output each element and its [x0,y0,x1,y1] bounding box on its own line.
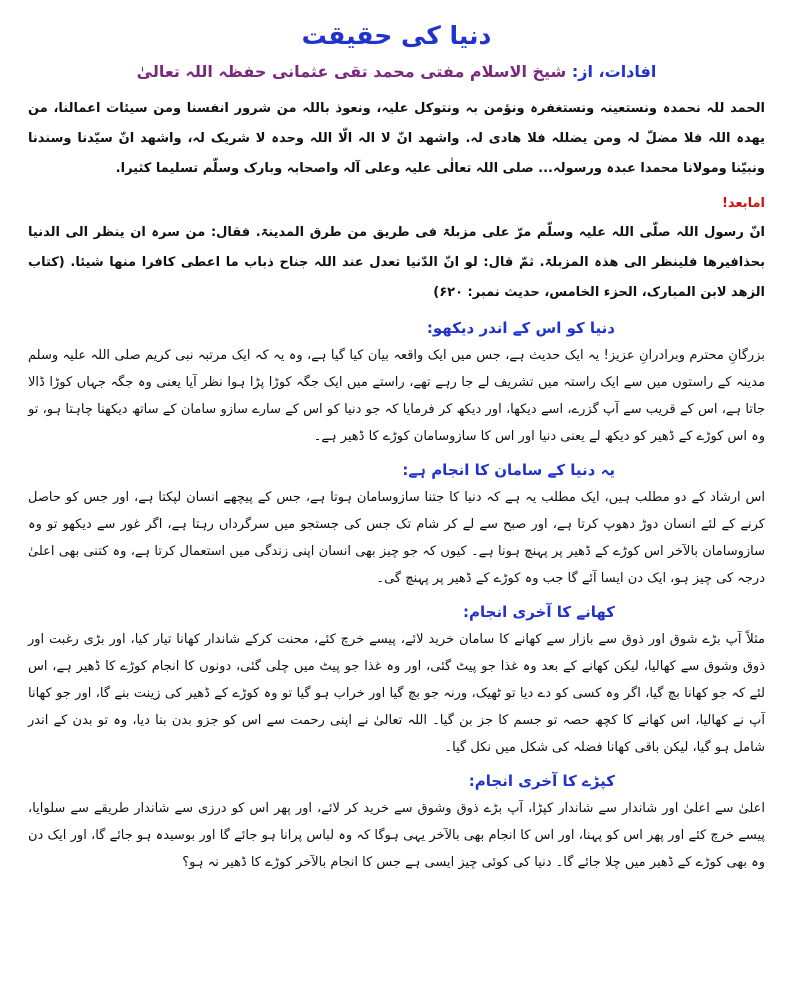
section-heading-1: دنیا کو اس کے اندر دیکھو: [426,319,615,337]
opening-khutbah: الحمد للہ نحمدہ ونستعینہ ونستغفرہ ونؤمن بہ ونتوکل علیہ، ونعوذ باللہ من شرور انفسنا ومن سیئات اعمالنا، من یھدہ اللہ فلا مضلّ لہ ومن یضللہ فلا ھادی لہ. واشھد انّ لا الہ الّا اللہ وحدہ لا شریک لہ، واشھد انّ سیّدنا وسندنا ونبیّنا ومولانا محمدا عبدہ ورسولہ... صلی اللہ تعالٰی علیہ وعلی آلہ واصحابہ وبارک وسلّم تسلیما کثیرا. [28,101,765,176]
section-text-4: اعلیٰ سے اعلیٰ اور شاندار سے شاندار کپڑا، آپ بڑے ذوق وشوق سے خرید کر لائے، اور پھر اس کو درزی سے شاندار طریقے سے سلوایا، پیسے خرچ کئے اور پھر اس کو پہنا، اور اس کا انجام بھی بالآخر یہی ہوگا کہ وہ لباس پرانا ہو جائے گا اور بوسیدہ ہو جائے گا، اور ایک دن وہ بھی کوڑے کے ڈھیر میں چلا جائے گا۔ دنیا کی کوئی چیز ایسی ہے جس کا انجام بالآخر کوڑے کا ڈھیر نہ ہو؟ [28,801,765,870]
section-heading-3: کھانے کا آخری انجام: [463,603,615,621]
byline-label: افادات، از: [571,62,657,81]
section-text-1: بزرگانِ محترم وبرادرانِ عزیز! یہ ایک حدیث ہے، جس میں ایک واقعہ بیان کیا گیا ہے، وہ یہ کہ ایک مرتبہ نبی کریم صلی اللہ علیہ وسلم مدینہ کے راستوں میں سے ایک راستہ میں تشریف لے جا رہے تھے، راستے میں ایک جگہ کوڑا پڑا ہوا نظر آیا یعنی وہ جگہ جہاں کوڑا ڈالا جاتا ہے، اس کے قریب سے آپ گزرے، اسے دیکھا، اور دیکھ کر فرمایا کہ جو دنیا کو اس کے سارے سازو سامان کے ساتھ دیکھنا چاہتا ہو، تو وہ اس کوڑے کے ڈھیر کو دیکھ لے یعنی دنیا اور اس کا سازوسامان کوڑے کا ڈھیر ہے۔ [28,348,765,444]
author-byline [28,58,765,86]
document-title: دنیا کی حقیقت [301,21,492,50]
amma-baad-label: امابعد! [721,196,765,211]
author-name: شیخ الاسلام مفتی محمد تقی عثمانی حفظہ اللہ تعالیٰ [136,62,567,81]
hadith-text: انّ رسول اللہ صلّی اللہ علیہ وسلّم مرّ علی مزبلۃ فی طریق من طرق المدینۃ. فقال: من سرہ ان ینظر الی الدنیا بحذافیرھا فلینظر الی ھذہ المزبلۃ. ثمّ قال: لو انّ الدّنیا تعدل عند اللہ جناح ذباب ما اعطی کافرا منھا شیئا. (کتاب الزھد لابن المبارک، الحزء الخامس، حدیث نمبر: ۶۲۰) [28,225,765,300]
section-heading-2: یہ دنیا کے سامان کا انجام ہے: [402,461,615,479]
section-heading-4: کپڑے کا آخری انجام: [468,772,615,790]
section-text-2: اس ارشاد کے دو مطلب ہیں، ایک مطلب یہ ہے کہ دنیا کا جتنا سازوسامان ہوتا ہے، جس کے پیچھے انسان لپکتا ہے، اور جس کو حاصل کرنے کے لئے انسان دوڑ دھوپ کرتا ہے، اور صبح سے لے کر شام تک جس کی جستجو میں سرگرداں رہتا ہے، اگر غور سے دیکھو تو وہ سازوسامان بالآخر اس کوڑے کے ڈھیر پر پہنچ ہونا ہے۔ کیوں کہ جو چیز بھی انسان اپنی زندگی میں استعمال کرتا ہے، وہ کتنی بھی اعلیٰ درجہ کی چیز ہو، ایک دن ایسا آئے گا جب وہ کوڑے کے ڈھیر پر پہنچ گی۔ [28,490,765,586]
section-text-3: مثلاً آپ بڑے شوق اور ذوق سے بازار سے کھانے کا سامان خرید لائے، پیسے خرچ کئے، محنت کرکے شاندار کھانا تیار کیا، اور بڑی رغبت اور ذوق وشوق سے کھالیا، لیکن کھانے کے بعد وہ غذا جو پیٹ گئی، اور وہ غذا جو پیٹ میں چلی گئی، دونوں کا انجام کوڑے کا ڈھیر ہے، اس لئے کہ جو کھانا بچ گیا، اگر وہ کسی کو دے دیا تو ٹھیک، ورنہ جو بچ گیا اور خراب ہو گیا تو وہ کوڑے کے ڈھیر کی زینت بنے گا، اور جو کھانا آپ نے کھالیا، اس کھانے کا کچھ حصہ تو جسم کا جز بن گیا۔ اللہ تعالیٰ نے اپنی رحمت سے اس کو جزو بدن بنا دیا، وہ تو بدن کے اندر شامل ہو گیا، لیکن باقی کھانا فضلہ کی شکل میں نکل گیا۔ [28,632,765,755]
